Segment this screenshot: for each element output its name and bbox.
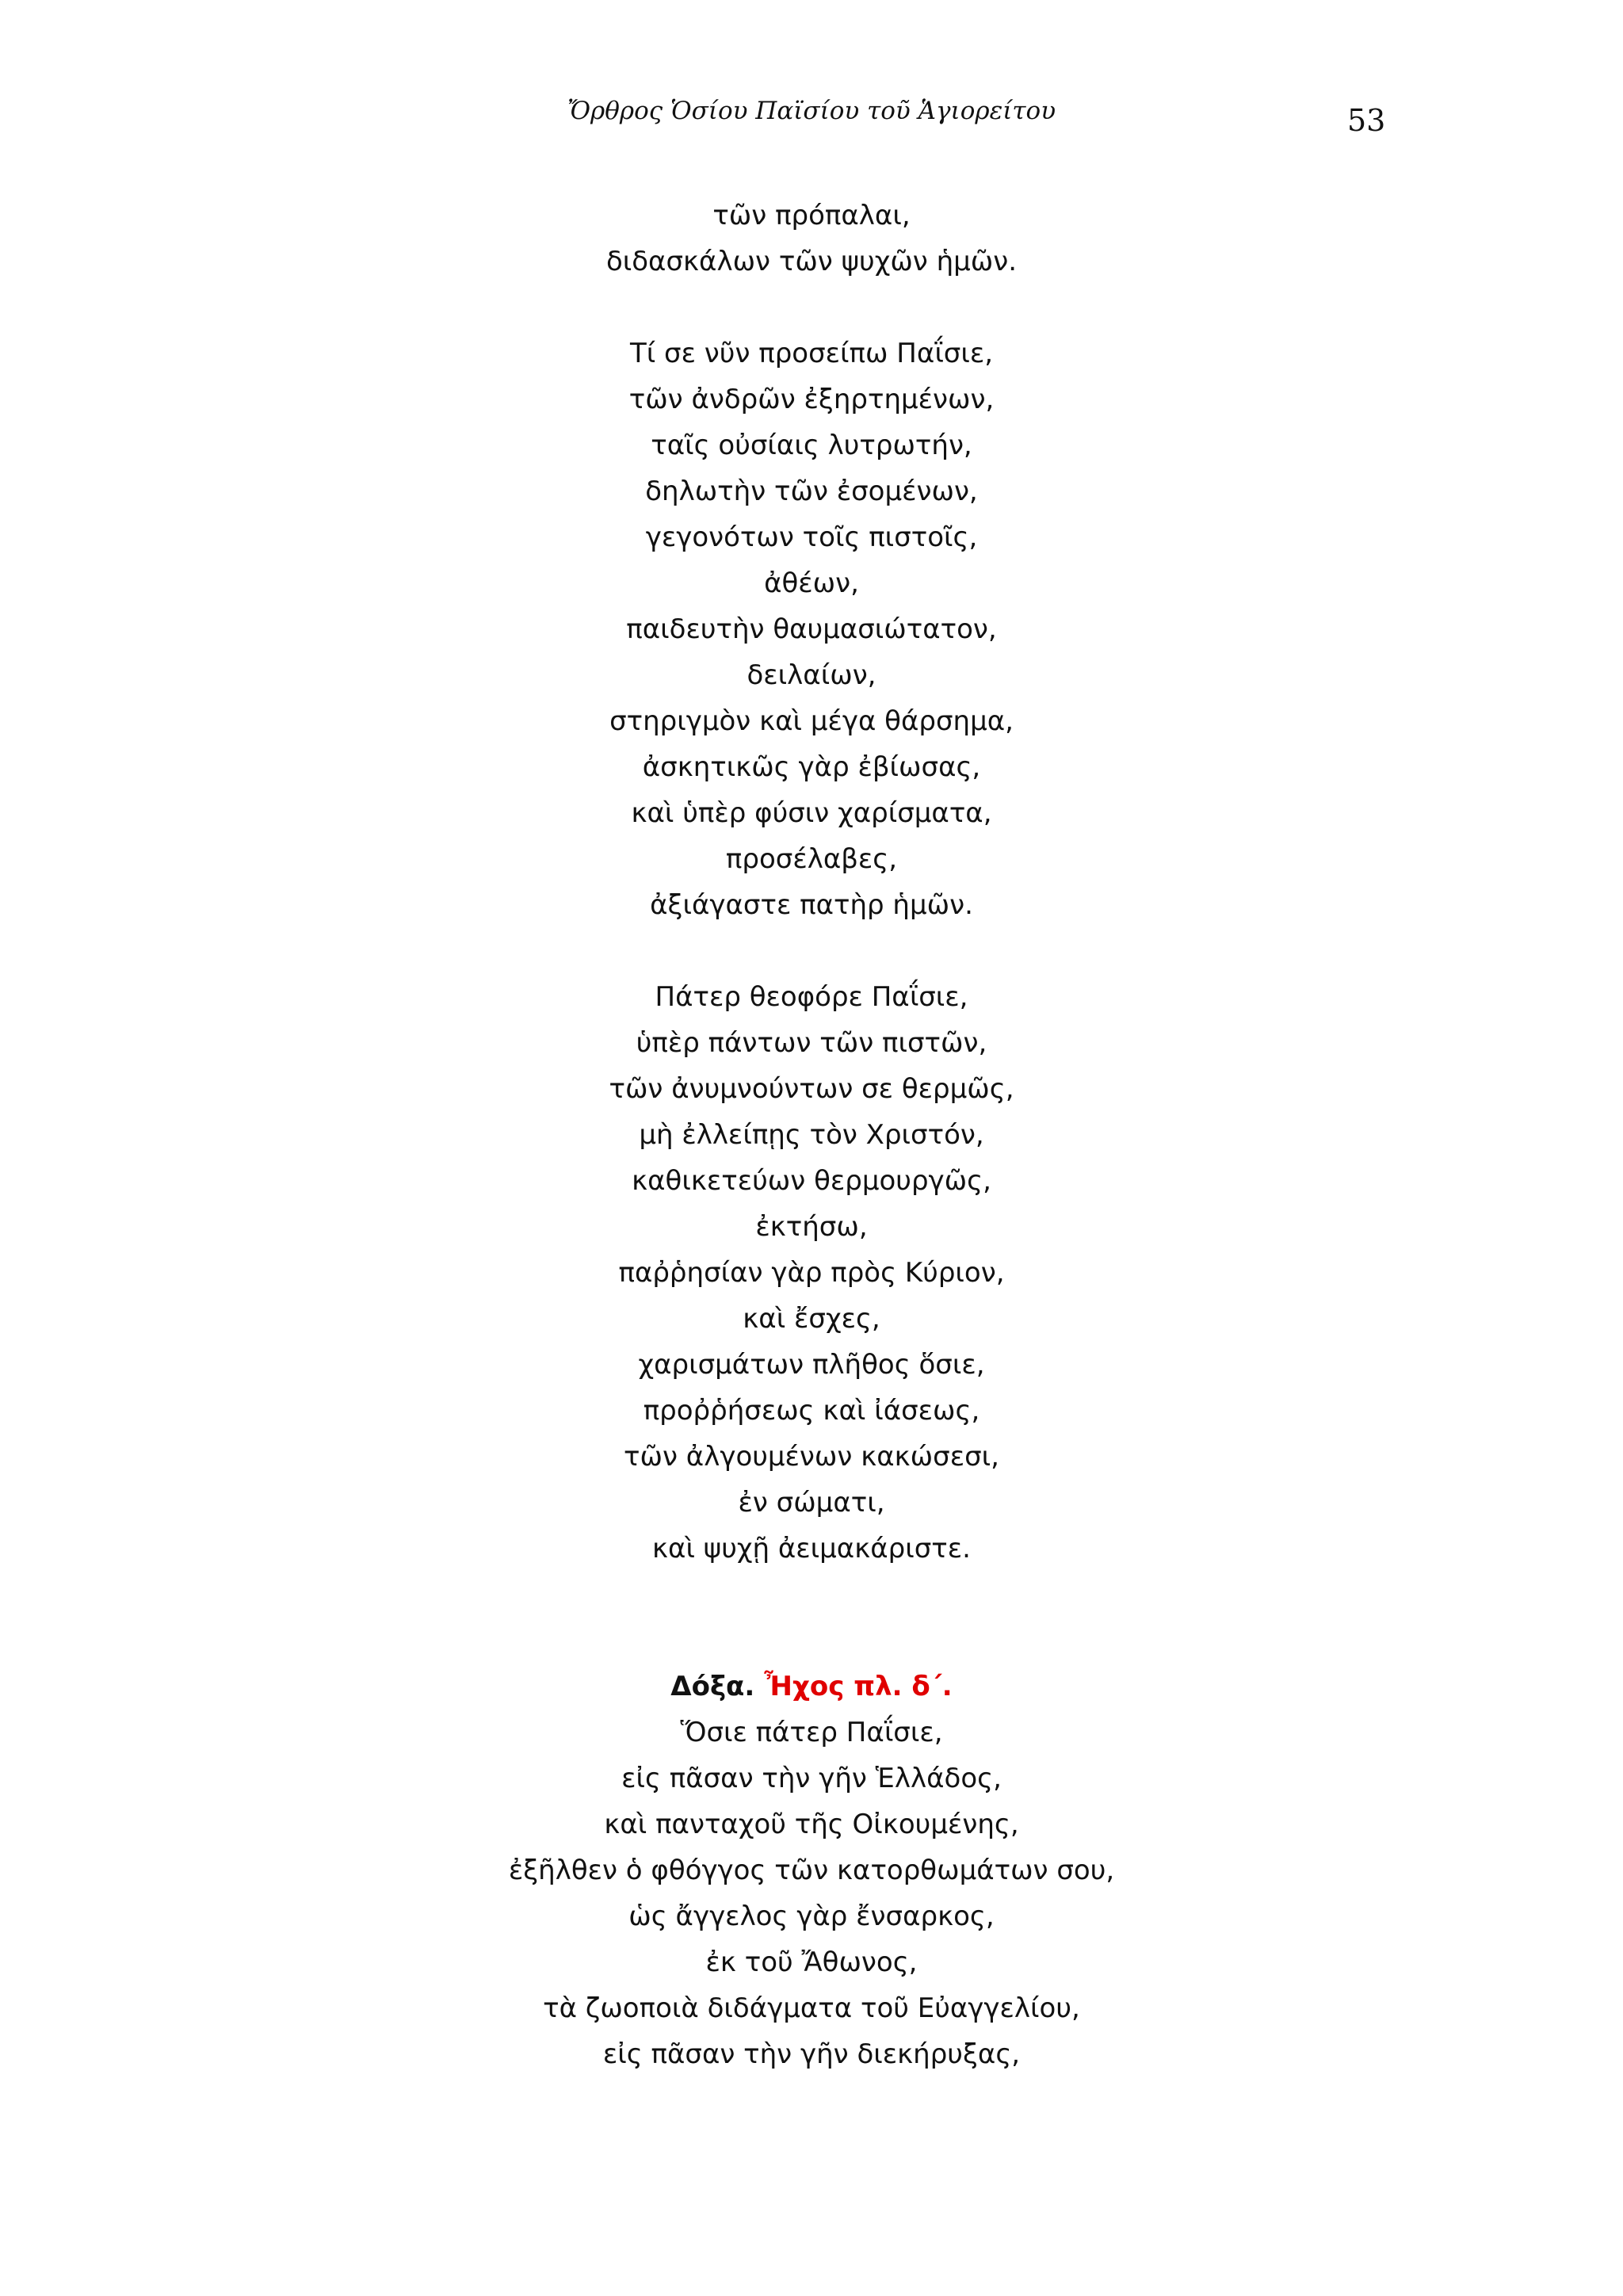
verse-line: παῤῥησίαν γὰρ πρὸς Κύριον, [618,1257,1005,1289]
verse-line: παιδευτὴν θαυμασιώτατον, [626,613,997,645]
hymn-text [0,193,1623,2077]
verse-line: τῶν πρόπαλαι, [712,200,911,231]
verse-line: Πάτερ θεοφόρε Παΐσιε, [655,981,968,1013]
doxa-heading [0,1664,1623,1710]
verse-line: εἰς πᾶσαν τὴν γῆν Ἑλλάδος, [621,1763,1002,1794]
tone-rubric: Ἦχος πλ. δ΄. [764,1671,953,1702]
stanza-3 [0,974,1623,1572]
verse-line: ὑπὲρ πάντων τῶν πιστῶν, [636,1027,987,1059]
verse-line: ταῖς οὐσίαις λυτρωτήν, [651,430,972,461]
stanza-spacer [0,928,1623,974]
running-title: Ὄρθρος Ὁσίου Παϊσίου τοῦ Ἁγιορείτου [567,97,1056,125]
verse-line: εἰς πᾶσαν τὴν γῆν διεκήρυξας, [602,2038,1021,2070]
section-spacer [0,1572,1623,1664]
verse-line: ἐν σώματι, [738,1487,885,1519]
stanza-1 [0,193,1623,285]
stanza-2 [0,330,1623,928]
verse-line: τῶν ἀνυμνούντων σε θερμῶς, [609,1073,1014,1105]
verse-line: ἐξῆλθεν ὁ φθόγγος τῶν κατορθωμάτων σου, [508,1855,1115,1886]
verse-line: ἐκτήσω, [755,1211,868,1243]
verse-line: ἀθέων, [764,567,859,599]
verse-line: ὡς ἄγγελος γὰρ ἔνσαρκος, [628,1901,995,1932]
verse-line: ἀσκητικῶς γὰρ ἐβίωσας, [642,751,981,783]
verse-line: τὰ ζωοποιὰ διδάγματα τοῦ Εὐαγγελίου, [543,1992,1080,2024]
verse-line: διδασκάλων τῶν ψυχῶν ἡμῶν. [605,246,1018,277]
doxa-label: Δόξα. [670,1671,755,1702]
verse-line: καὶ ἔσχες, [743,1303,880,1335]
verse-line: καὶ πανταχοῦ τῆς Οἰκουμένης, [604,1809,1019,1840]
verse-line: προῤῥήσεως καὶ ἰάσεως, [643,1395,980,1427]
verse-line: καὶ ψυχῇ ἀειμακάριστε. [652,1533,971,1564]
verse-line: Ὅσιε πάτερ Παΐσιε, [680,1717,943,1748]
verse-line: ἀξιάγαστε πατὴρ ἡμῶν. [650,889,973,921]
verse-line: χαρισμάτων πλῆθος ὅσιε, [638,1349,985,1381]
verse-line: καὶ ὑπὲρ φύσιν χαρίσματα, [631,797,992,829]
page-number: 53 [1347,103,1386,138]
doxa-section [0,1664,1623,2077]
verse-line: προσέλαβες, [725,843,898,875]
verse-line: δηλωτὴν τῶν ἐσομένων, [645,476,978,507]
verse-line: καθικετεύων θερμουργῶς, [632,1165,991,1197]
verse-line: ἐκ τοῦ Ἄθωνος, [705,1946,918,1978]
verse-line: τῶν ἀνδρῶν ἐξηρτημένων, [628,384,995,415]
verse-line: στηριγμὸν καὶ μέγα θάρσημα, [609,705,1014,737]
stanza-spacer [0,285,1623,330]
verse-line: μὴ ἐλλείπῃς τὸν Χριστόν, [639,1119,984,1151]
verse-line: γεγονότων τοῖς πιστοῖς, [645,521,978,553]
verse-line: τῶν ἀλγουμένων κακώσεσι, [624,1441,999,1473]
verse-line: Τί σε νῦν προσείπω Παΐσιε, [629,338,994,369]
verse-line: δειλαίων, [747,659,876,691]
